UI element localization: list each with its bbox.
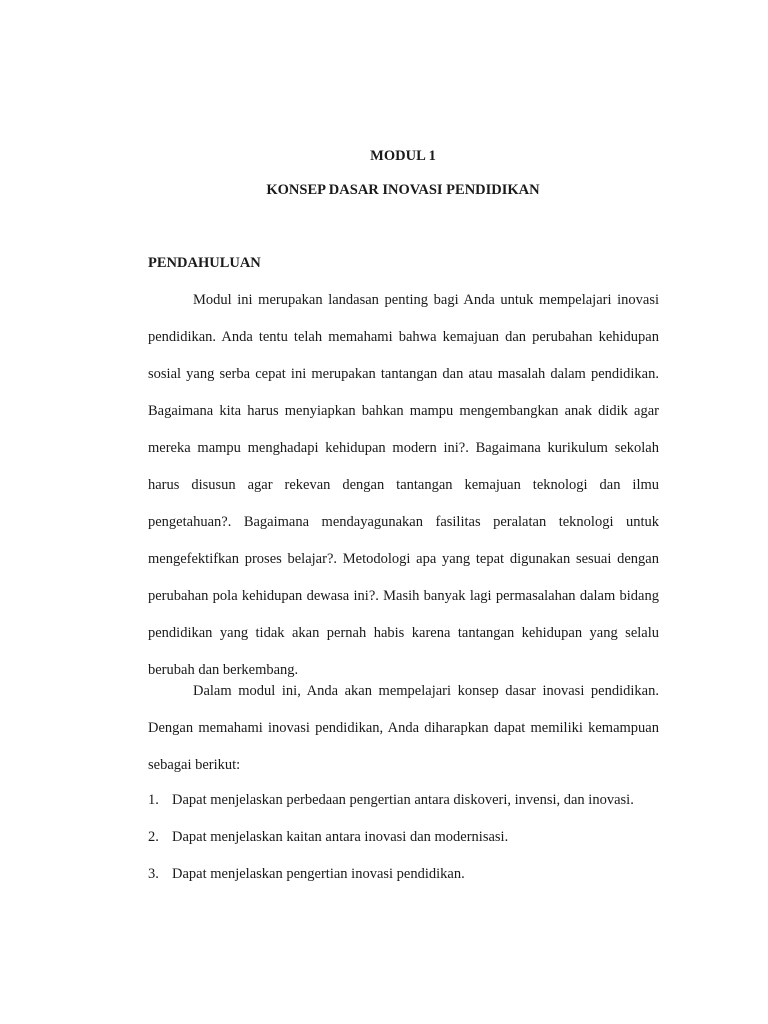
list-item-number: 2. — [148, 829, 159, 845]
list-item-number: 3. — [148, 866, 159, 882]
list-item-text: Dapat menjelaskan perbedaan pengertian antara diskoveri, invensi, dan inovasi. — [172, 792, 634, 808]
list-item — [148, 856, 659, 893]
module-number-heading: MODUL 1 — [370, 148, 436, 164]
list-item-text: Dapat menjelaskan pengertian inovasi pendidikan. — [172, 866, 465, 882]
intro-paragraph: Modul ini merupakan landasan penting bagi Anda untuk mempelajari inovasi pendidikan. Anda tentu telah memahami bahwa kemajuan dan perubahan kehidupan sosial yang serba cepat ini merupakan tantangan dan atau masalah dalam pendidikan. Bagaimana kita harus menyiapkan bahkan mampu mengembangkan anak didik agar mereka mampu menghadapi kehidupan modern ini?. Bagaimana kurikulum sekolah harus disusun agar rekevan dengan tantangan kemajuan teknologi dan ilmu pengetahuan?. Bagaimana mendayagunakan fasilitas peralatan teknologi untuk mengefektifkan proses belajar?. Metodologi apa yang tepat digunakan sesuai dengan perubahan pola kehidupan dewasa ini?. Masih banyak lagi permasalahan dalam bidang pendidikan yang tidak akan pernah habis karena tantangan kehidupan yang selalu berubah dan berkembang. — [148, 292, 659, 678]
objectives-list — [148, 782, 659, 893]
module-title-heading: KONSEP DASAR INOVASI PENDIDIKAN — [266, 182, 540, 198]
list-item — [148, 782, 659, 819]
list-item-text: Dapat menjelaskan kaitan antara inovasi dan modernisasi. — [172, 829, 509, 845]
list-item-number: 1. — [148, 792, 159, 808]
objectives-intro-paragraph: Dalam modul ini, Anda akan mempelajari konsep dasar inovasi pendidikan. Dengan memahami inovasi pendidikan, Anda diharapkan dapat memiliki kemampuan sebagai berikut: — [148, 683, 659, 773]
section-heading: PENDAHULUAN — [148, 255, 261, 271]
list-item — [148, 819, 659, 856]
